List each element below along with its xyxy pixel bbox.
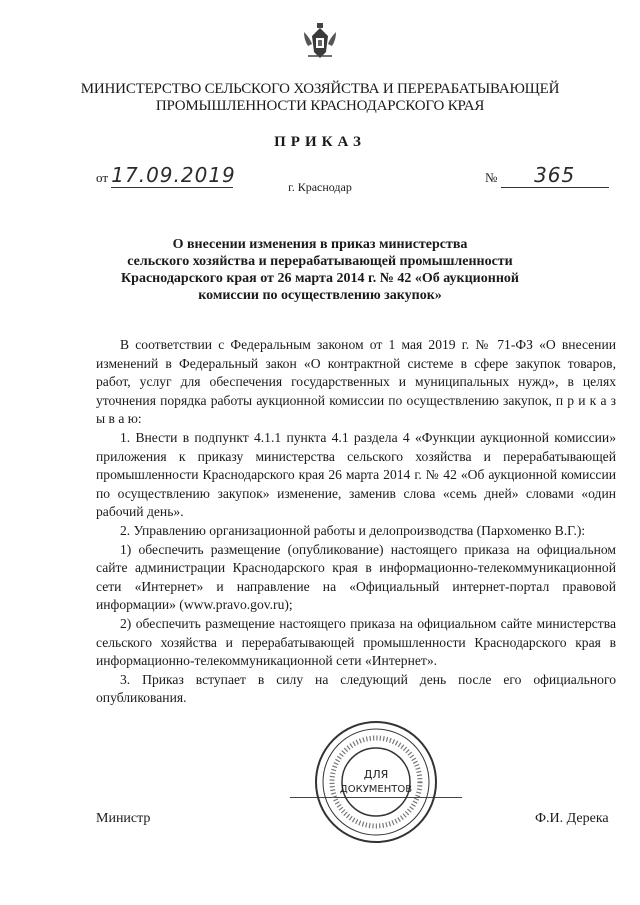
paragraph-item-2-1: 1) обеспечить размещение (опубликование) настоящего приказа на официальном сайте администрации Краснодарского края в информационно-телекоммуникационной сети «Интернет» и направление на «Официальный интернет-портал правовой информации» (www.pravo.gov.ru);	[96, 541, 616, 613]
ministry-name-line2: ПРОМЫШЛЕННОСТИ КРАСНОДАРСКОГО КРАЯ	[155, 98, 485, 114]
stamp-text: ДОКУМЕНТОВ	[339, 784, 413, 795]
stamp-seal	[312, 718, 440, 846]
paragraph-preamble: В соответствии с Федеральным законом от 1 мая 2019 г. № 71-ФЗ «О внесении изменений в Федеральный закон «О контрактной системе в сфере закупок товаров, работ, услуг для обеспечения государственных и муниципальных нужд», в целях уточнения порядка работы аукционной комиссии по осуществлению закупок, п р и к а з ы в а ю:	[96, 337, 616, 427]
number-prefix: №	[485, 170, 498, 185]
title-line: сельского хозяйства и перерабатывающей промышленности	[127, 254, 513, 269]
date-prefix: от	[96, 170, 109, 185]
signatory-position: Министр	[96, 811, 151, 826]
paragraph-item-3: 3. Приказ вступает в силу на следующий день после его официального опубликования.	[96, 671, 616, 706]
ministry-name-line1: МИНИСТЕРСТВО СЕЛЬСКОГО ХОЗЯЙСТВА И ПЕРЕРАБАТЫВАЮЩЕЙ	[80, 81, 560, 97]
paragraph-item-2-2: 2) обеспечить размещение настоящего приказа на официальном сайте министерства сельского хозяйства и перерабатывающей промышленности Краснодарского края в информационно-телекоммуникационной сети «Интернет».	[96, 615, 616, 669]
order-body	[96, 336, 616, 708]
title-line: Краснодарского края от 26 марта 2014 г. № 42 «Об аукционной	[121, 271, 519, 286]
number-value: 365	[501, 163, 609, 188]
stamp-text: ДЛЯ	[363, 768, 389, 781]
paragraph-item-1: 1. Внести в подпункт 4.1.1 пункта 4.1 раздела 4 «Функции аукционной комиссии» приложения к приказу министерства сельского хозяйства и перерабатывающей промышленности Краснодарского края 26 марта 2014 г. № 42 «Об аукционной комиссии по осуществлению закупок» изменение, заменив слова «семь дней» словами «один рабочий день».	[96, 429, 616, 520]
city: г. Краснодар	[288, 180, 352, 194]
order-title	[110, 236, 530, 304]
title-line: О внесении изменения в приказ министерства	[172, 237, 468, 252]
signatory-name: Ф.И. Дерека	[535, 811, 609, 826]
paragraph-item-2: 2. Управлению организационной работы и делопроизводства (Пархоменко В.Г.):	[120, 522, 586, 538]
title-line: комиссии по осуществлению закупок»	[198, 288, 442, 303]
document-type: ПРИКАЗ	[274, 134, 366, 150]
date-value: 17.09.2019	[111, 163, 236, 187]
coat-of-arms-icon	[302, 22, 338, 62]
